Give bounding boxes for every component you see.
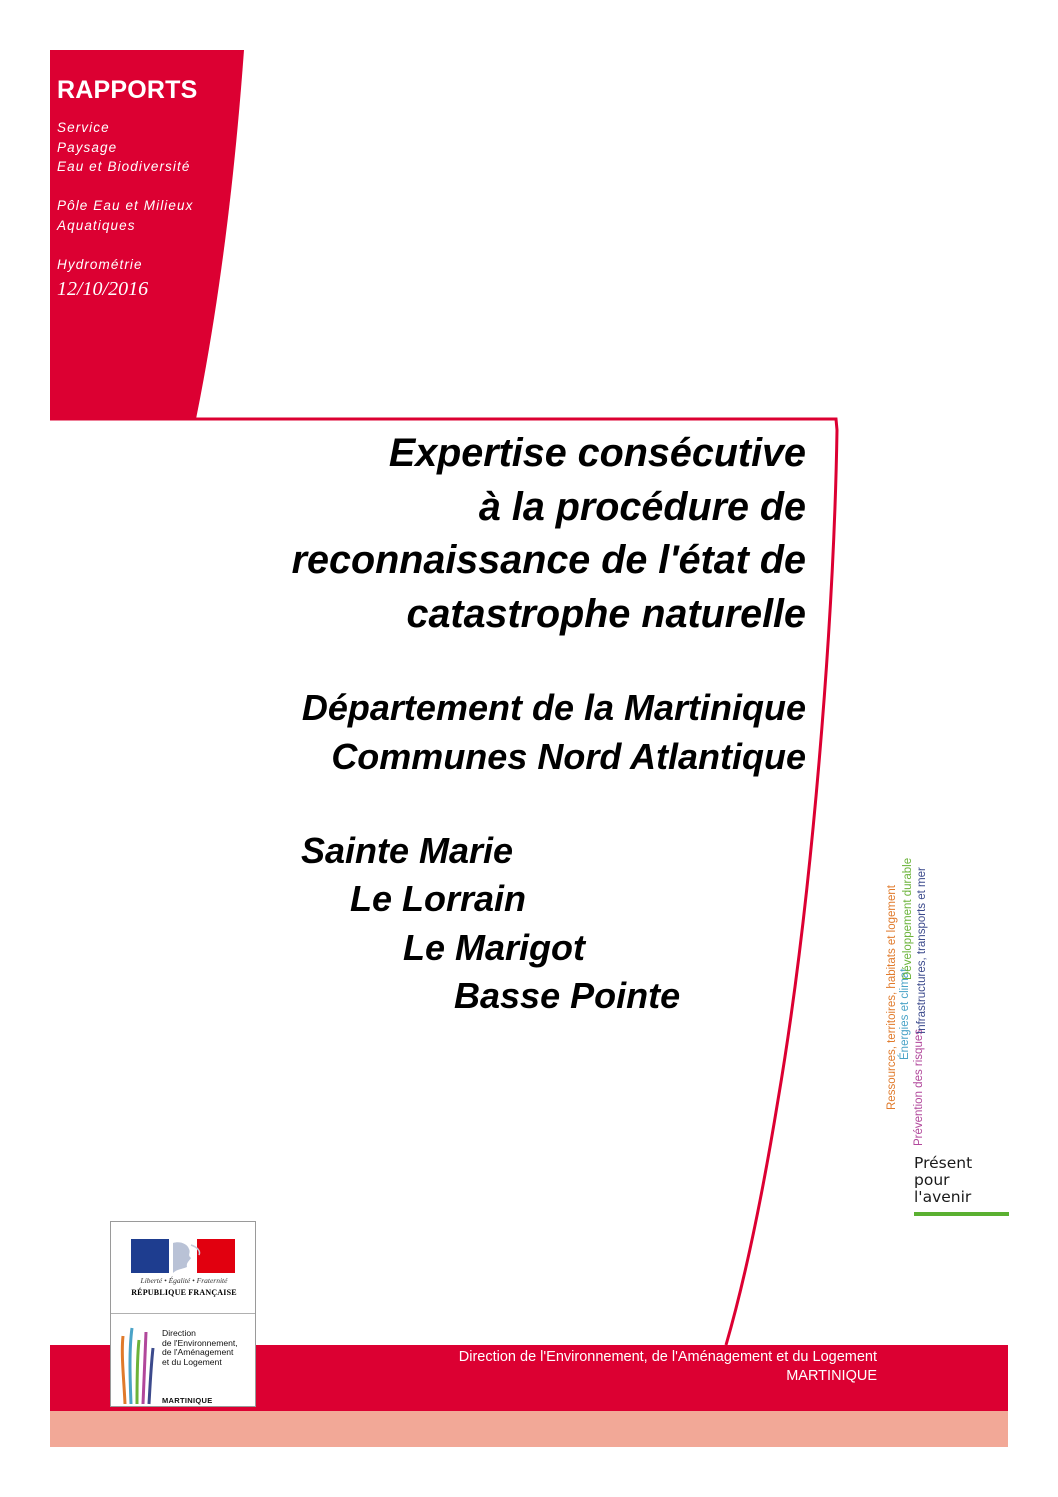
document-subtitle bbox=[302, 684, 806, 781]
theme-ressources: Ressources, territoires, habitats et logement bbox=[886, 885, 898, 1110]
sidebar bbox=[57, 75, 237, 302]
dreal-line: et du Logement bbox=[162, 1356, 222, 1367]
slogan-line: pour bbox=[914, 1171, 950, 1189]
dreal-region: MARTINIQUE bbox=[162, 1396, 213, 1405]
title-line: reconnaissance de l'état de bbox=[291, 538, 806, 582]
republic-name: RÉPUBLIQUE FRANÇAISE bbox=[131, 1288, 237, 1297]
republic-logo bbox=[110, 1221, 256, 1407]
slogan-line: Présent bbox=[914, 1154, 973, 1172]
commune-le-lorrain: Le Lorrain bbox=[350, 878, 527, 919]
footer-salmon-band bbox=[50, 1411, 1008, 1447]
sidebar-heading: RAPPORTS bbox=[57, 76, 198, 104]
title-line: catastrophe naturelle bbox=[406, 591, 806, 636]
footer-text bbox=[459, 1348, 877, 1385]
commune-sainte-marie: Sainte Marie bbox=[301, 830, 514, 871]
footer-region: MARTINIQUE bbox=[786, 1367, 877, 1384]
sidebar-line-pole: Pôle Eau et Milieux bbox=[57, 198, 194, 214]
sidebar-line-aquatiques: Aquatiques bbox=[57, 217, 136, 233]
marianne-flag-icon bbox=[131, 1239, 235, 1273]
theme-prevention: Prévention des risques bbox=[913, 1029, 925, 1146]
sidebar-line-service: Service bbox=[57, 120, 110, 135]
document-title bbox=[292, 427, 806, 641]
dreal-line: Direction bbox=[162, 1328, 196, 1338]
report-date: 12/10/2016 bbox=[57, 277, 149, 300]
slogan bbox=[914, 1155, 972, 1206]
title-line: Expertise consécutive bbox=[388, 431, 806, 475]
theme-infrastructures: Infrastructures, transports et mer bbox=[916, 867, 928, 1034]
dreal-line: de l'Aménagement bbox=[162, 1347, 234, 1357]
subtitle-line: Département de la Martinique bbox=[301, 687, 806, 728]
logo-divider bbox=[111, 1313, 255, 1314]
slogan-line: l'avenir bbox=[914, 1188, 972, 1206]
theme-energies: Énergies et climat bbox=[899, 968, 911, 1060]
sidebar-line-paysage: Paysage bbox=[57, 139, 118, 155]
theme-developpement: Développement durable bbox=[902, 857, 914, 980]
sidebar-line-eau: Eau et Biodiversité bbox=[57, 159, 191, 175]
sidebar-line-hydrometrie: Hydrométrie bbox=[57, 257, 143, 273]
slogan-underline bbox=[914, 1212, 1009, 1216]
dreal-name bbox=[162, 1329, 238, 1367]
commune-basse-pointe: Basse Pointe bbox=[454, 975, 681, 1016]
title-line: à la procédure de bbox=[478, 484, 806, 529]
dreal-stripes-icon bbox=[115, 1320, 161, 1406]
footer-direction: Direction de l'Environnement, de l'Aménagement et du Logement bbox=[458, 1349, 877, 1365]
dreal-line: de l'Environnement, bbox=[162, 1337, 238, 1348]
republic-motto: Liberté • Égalité • Fraternité bbox=[140, 1276, 228, 1285]
subtitle-line: Communes Nord Atlantique bbox=[331, 735, 806, 777]
commune-le-marigot: Le Marigot bbox=[403, 927, 586, 968]
